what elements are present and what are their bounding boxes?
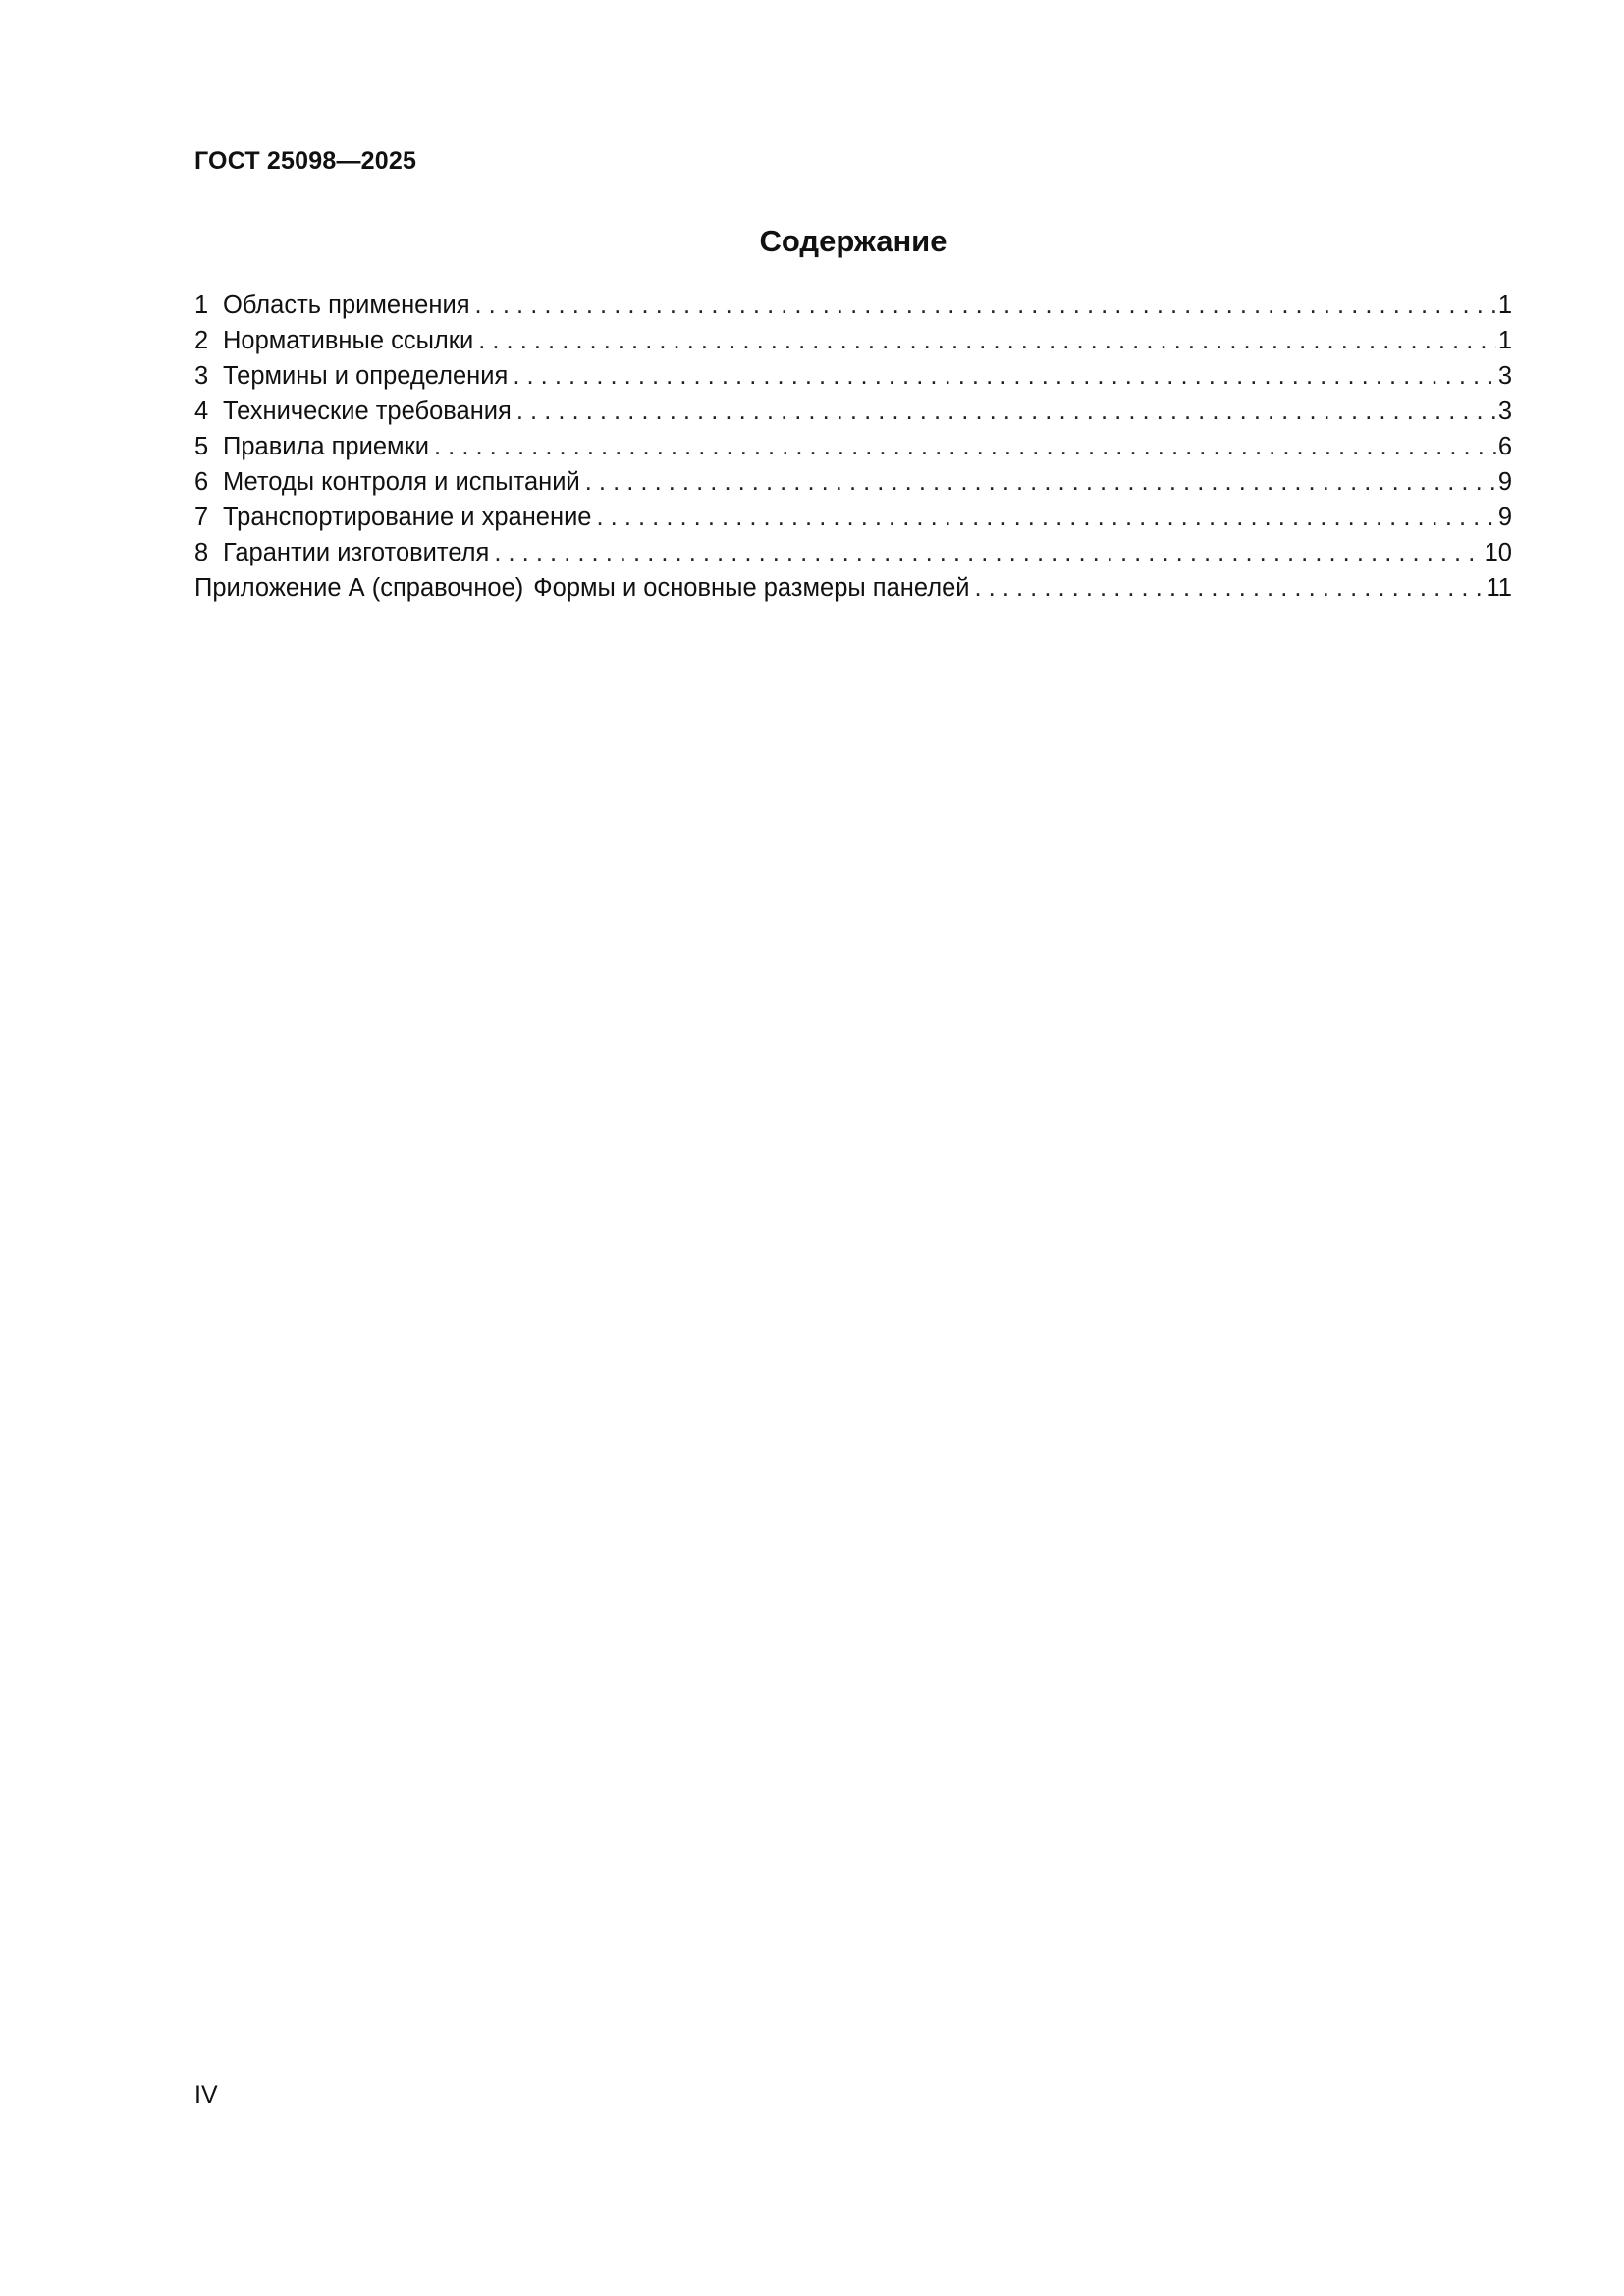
toc-item-number: 7 — [194, 504, 209, 531]
toc-item-page: 9 — [1497, 504, 1512, 531]
toc-annex-heading — [194, 573, 970, 603]
toc-dot-leader — [494, 538, 1482, 567]
toc-item-3[interactable] — [194, 361, 1512, 397]
toc-item-page: 9 — [1497, 468, 1512, 496]
toc-item-number: 8 — [194, 539, 209, 566]
toc-item-page: 6 — [1497, 433, 1512, 460]
toc-dot-leader — [516, 397, 1496, 426]
toc-item-annex-a[interactable] — [194, 573, 1512, 609]
toc-item-4[interactable] — [194, 397, 1512, 432]
toc-item-5[interactable] — [194, 432, 1512, 467]
toc-item-page: 10 — [1484, 539, 1512, 566]
toc-item-8[interactable] — [194, 538, 1512, 573]
toc-item-number: 3 — [194, 362, 209, 390]
toc-dot-leader — [475, 291, 1496, 320]
toc-item-number: 1 — [194, 292, 209, 319]
toc-item-page: 11 — [1486, 574, 1512, 602]
toc-dot-leader — [597, 503, 1496, 532]
toc-item-page: 1 — [1497, 327, 1512, 354]
document-code: ГОСТ 25098—2025 — [194, 147, 417, 175]
toc-item-page: 1 — [1497, 292, 1512, 319]
toc-item-label: Транспортирование и хранение — [223, 504, 592, 531]
toc-item-label: Термины и определения — [223, 362, 509, 390]
toc-dot-leader — [513, 361, 1496, 391]
toc-item-label: Технические требования — [223, 398, 512, 425]
toc-annex-label: Приложение А (справочное) — [194, 574, 524, 602]
toc-dot-leader — [478, 326, 1496, 355]
toc-item-2[interactable] — [194, 326, 1512, 361]
toc-title: Содержание — [759, 224, 947, 258]
toc-item-page: 3 — [1497, 398, 1512, 425]
toc-item-number: 2 — [194, 327, 209, 354]
toc-item-number: 5 — [194, 433, 209, 460]
toc-dot-leader — [434, 432, 1496, 461]
toc-dot-leader — [975, 573, 1485, 603]
toc-item-label: Правила приемки — [223, 433, 429, 460]
toc-annex-title: Формы и основные размеры панелей — [533, 574, 970, 602]
toc-item-label: Методы контроля и испытаний — [223, 468, 580, 496]
page-number: IV — [194, 2081, 218, 2109]
toc-item-1[interactable] — [194, 291, 1512, 326]
toc-item-6[interactable] — [194, 467, 1512, 503]
toc-item-label: Нормативные ссылки — [223, 327, 474, 354]
toc-item-label: Область применения — [223, 292, 470, 319]
toc-item-label: Гарантии изготовителя — [223, 539, 490, 566]
toc-item-number: 6 — [194, 468, 209, 496]
table-of-contents — [194, 291, 1512, 609]
toc-dot-leader — [585, 467, 1496, 497]
toc-item-page: 3 — [1497, 362, 1512, 390]
toc-item-number: 4 — [194, 398, 209, 425]
toc-item-7[interactable] — [194, 503, 1512, 538]
